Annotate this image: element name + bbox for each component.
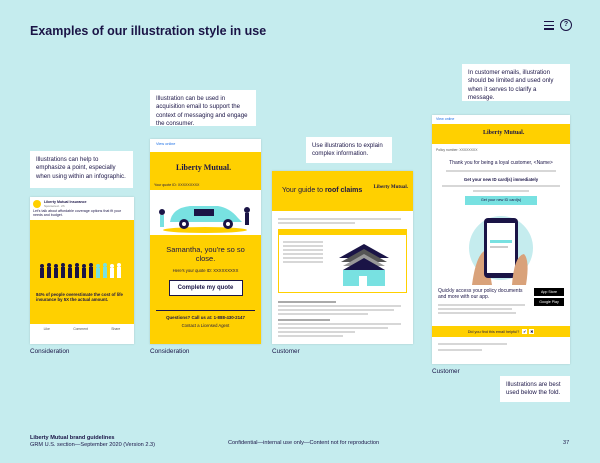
phone-illustration-area — [432, 210, 570, 285]
roof-guide-example — [272, 171, 413, 344]
roof-guide-header — [272, 171, 413, 211]
help-icon[interactable]: ? — [560, 19, 572, 31]
page-number: 37 — [563, 440, 570, 446]
brand-logo: Liberty Mutual. — [176, 163, 232, 172]
complete-quote-button[interactable]: Complete my quote — [169, 280, 243, 296]
quote-email-body — [150, 235, 261, 344]
like-button[interactable]: Like — [43, 326, 50, 331]
quote-email-header — [150, 152, 261, 190]
roof-diagram — [278, 229, 407, 293]
get-id-card-button[interactable]: Get your new ID card(s) — [465, 196, 537, 205]
avatar — [33, 200, 41, 208]
app-promo-heading: Quickly access your policy documents and more with our app. — [438, 288, 523, 300]
customer-email-header — [432, 124, 570, 144]
caption-consideration-2: Consideration — [150, 348, 190, 355]
roof-guide-title: Your guide to roof claims — [282, 187, 363, 194]
brand-logo: Liberty Mutual. — [373, 185, 408, 190]
quote-id: Your quote ID: XXXXXXXXX — [154, 183, 200, 187]
car-illustration — [150, 190, 261, 235]
quote-email-example — [150, 139, 261, 344]
view-online-link[interactable]: View online — [436, 117, 455, 121]
policy-number: Policy number: XXXXXXXX — [436, 148, 478, 152]
thumbs-up-icon[interactable]: ✔ — [523, 329, 527, 334]
callout-emails: In customer emails, illustration should be limited and used only when it serves to clarify a message. — [462, 64, 570, 101]
quote-line: Here's your quote ID: XXXXXXXXX — [172, 268, 239, 273]
caption-customer-2: Customer — [432, 368, 460, 375]
brand-name: Liberty Mutual Insurance — [44, 200, 87, 204]
callout-infographic: Illustrations can help to emphasize a point, especially when using within an infographic. — [30, 151, 133, 188]
id-card-heading: Get your new ID card(s) immediately — [463, 177, 539, 182]
callout-explain: Use illustrations to explain complex information. — [306, 137, 392, 163]
comment-button[interactable]: Comment — [73, 326, 88, 331]
footer-confidential: Confidential—internal use only—Content not for reproduction — [228, 440, 380, 446]
feedback-question: Did you find this email helpful? — [467, 329, 520, 334]
app-promo — [432, 288, 570, 316]
footer-brand: Liberty Mutual brand guidelines GRM U.S. section—September 2020 (Version 2.3) — [30, 435, 155, 448]
roof-guide-intro — [272, 211, 413, 224]
callout-fold: Illustrations are best used below the fold. — [500, 376, 570, 402]
email-footer — [432, 337, 570, 357]
questions-phone: Questions? Call us at: 1-888-430-2147 — [166, 315, 245, 320]
view-online-link[interactable]: View online — [156, 142, 176, 146]
caption-consideration-1: Consideration — [30, 348, 70, 355]
car-illustration-area — [150, 190, 261, 235]
infographic-image — [30, 220, 134, 324]
contact-agent-link[interactable]: Contact a Licensed Agent — [181, 323, 230, 328]
roof-guide-body — [272, 293, 413, 337]
google-play-badge[interactable]: Google Play — [534, 298, 564, 306]
infographic-stat: 84% of people overestimate the cost of life insurance by 5X the actual amount. — [36, 291, 123, 303]
social-post-example — [30, 197, 134, 344]
share-button[interactable]: Share — [111, 326, 121, 331]
post-text: Let's talk about affordable coverage options that fit your needs and budget. — [33, 209, 122, 218]
house-layers-illustration — [329, 236, 409, 291]
people-illustration — [30, 220, 134, 324]
thank-you-heading: Thank you for being a loyal customer, <Name> — [449, 160, 553, 166]
customer-email-example — [432, 115, 570, 364]
hand-phone-illustration — [432, 210, 570, 285]
callout-acquisition: Illustration can be used in acquisition email to support the context of messaging and engage the consumer. — [150, 90, 256, 126]
sponsored-label: Sponsored · 2h — [44, 204, 65, 208]
app-store-badge[interactable]: App Store — [534, 288, 564, 296]
greeting: Samantha, you're so so close. — [166, 245, 245, 263]
page-title: Examples of our illustration style in use — [30, 24, 267, 38]
post-actions — [30, 324, 134, 334]
caption-customer-1: Customer — [272, 348, 300, 355]
feedback-bar — [432, 326, 570, 337]
menu-icon[interactable] — [544, 21, 554, 30]
thumbs-down-icon[interactable]: ✖ — [530, 329, 534, 334]
brand-logo: Liberty Mutual. — [483, 130, 525, 136]
